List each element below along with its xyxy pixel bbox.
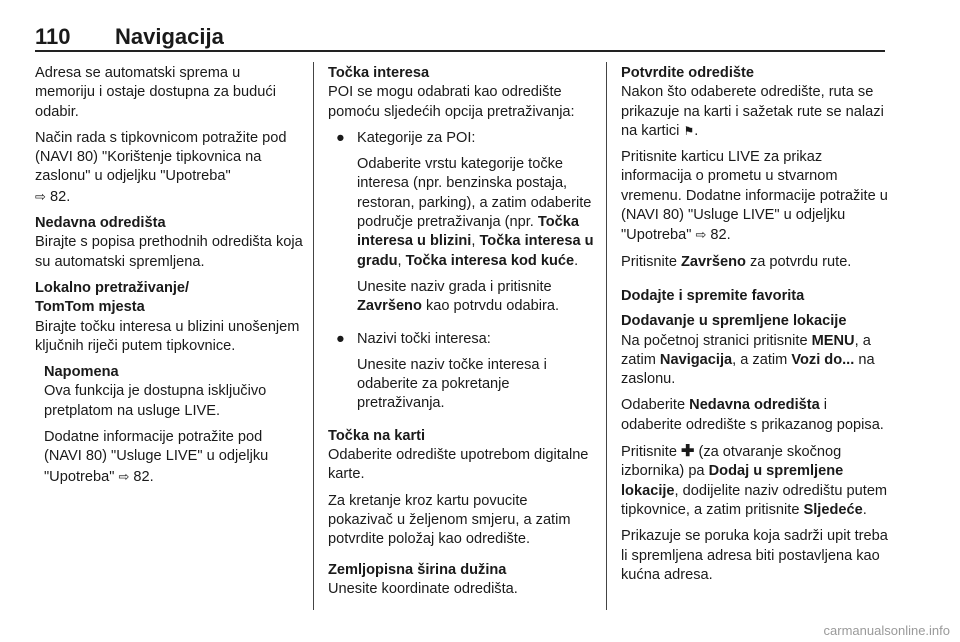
list-item xyxy=(328,129,594,324)
page-ref-arrow-icon: ⇨ xyxy=(695,227,707,243)
paragraph: Način rada s tipkovnicom potražite pod (NAVI 80) "Korištenje tipkovnica na zaslonu" u odjeljku "Upotreba" ⇨ 82. xyxy=(35,129,287,205)
paragraph: Nakon što odaberete odredište, ruta se prikazuje na karti i sažetak rute se nalazi na kartici ⚑. xyxy=(621,84,884,139)
paragraph: Pritisnite Završeno za potvrdu rute. xyxy=(621,253,852,270)
paragraph: Unesite naziv točke interesa i odaberite za pokretanje pretraživanja. xyxy=(357,356,547,412)
header-rule xyxy=(35,50,885,52)
paragraph: Adresa se automatski sprema u memoriju i ostaje dostupna za budući odabir. xyxy=(35,65,276,120)
section-heading: Zemljopisna širina dužina xyxy=(328,561,507,578)
page-number: 110 xyxy=(35,24,71,49)
paragraph: Birajte točku interesa u blizini unošenjem ključnih riječi putem tipkovnice. xyxy=(35,318,300,354)
paragraph: Pritisnite karticu LIVE za prikaz informacija o prometu u stvarnom vremenu. Dodatne informacije potražite u (NAVI 80) "Usluge LIVE" u odjeljku "Upotreba" ⇨ 82. xyxy=(621,149,888,244)
flag-icon: ⚑ xyxy=(683,123,695,138)
bullet-icon: ● xyxy=(336,330,345,347)
note-box xyxy=(35,363,303,487)
column-3 xyxy=(621,64,891,592)
column-divider xyxy=(606,62,607,610)
paragraph: Za kretanje kroz kartu povucite pokazivač u željenom smjeru, a zatim potvrdite položaj kao odredište. xyxy=(328,492,571,548)
section-heading: Točka interesa xyxy=(328,65,430,81)
paragraph: Na početnoj stranici pritisnite MENU, a zatim Navigacija, a zatim Vozi do... na zaslonu. xyxy=(621,332,875,388)
paragraph: Dodatne informacije potražite pod (NAVI 80) "Usluge LIVE" u odjeljku "Upotreba" ⇨ 82. xyxy=(44,429,269,485)
page-ref-arrow-icon: ⇨ xyxy=(118,468,130,484)
plus-icon: ✚ xyxy=(681,443,695,461)
section-heading: Lokalno pretraživanje/ TomTom mjesta xyxy=(35,279,190,316)
page-ref-arrow-icon: ⇨ xyxy=(35,188,46,204)
paragraph: Pritisnite ✚ (za otvaranje skočnog izbornika) pa Dodaj u spremljene lokacije, dodijelite naziv odredištu putem tipkovnice, a zatim pritisnite Sljedeće. xyxy=(621,443,888,518)
paragraph: Odaberite odredište upotrebom digitalne karte. xyxy=(328,447,589,483)
paragraph: Ova funkcija je dostupna isključivo pretplatom na usluge LIVE. xyxy=(44,383,267,419)
paragraph: Prikazuje se poruka koja sadrži upit treba li spremljena adresa biti postavljena kao kućna adresa. xyxy=(621,528,888,583)
page-title: Navigacija xyxy=(115,24,224,49)
paragraph: Unesite naziv grada i pritisnite Završeno kao potrvdu odabira. xyxy=(357,278,559,315)
column-divider xyxy=(313,62,314,610)
page-header xyxy=(35,20,885,50)
column-1 xyxy=(35,64,303,494)
paragraph: Odaberite vrstu kategorije točke interesa (npr. benzinska postaja, restoran, parking), a zatim odaberite područje pretraživanja (npr. Točka interesa u blizini, Točka interesa u gradu, Točka interesa kod kuće. xyxy=(357,156,594,269)
bullet-icon: ● xyxy=(336,129,345,146)
list-item xyxy=(328,330,594,421)
section-heading: Dodajte i spremite favorita xyxy=(621,287,805,304)
section-heading: Točka na karti xyxy=(328,427,426,444)
paragraph: Odaberite Nedavna odredišta i odaberite odredište s prikazanog popisa. xyxy=(621,397,884,433)
watermark: carmanualsonline.info xyxy=(823,623,950,638)
section-heading: Potvrdite odredište xyxy=(621,65,754,81)
list-item-title: Kategorije za POI: xyxy=(357,129,476,146)
section-heading: Dodavanje u spremljene lokacije xyxy=(621,313,847,330)
column-2 xyxy=(328,64,594,606)
paragraph: POI se mogu odabrati kao odredište pomoću sljedećih opcija pretraživanja: xyxy=(328,84,575,120)
section-heading: Nedavna odredišta xyxy=(35,215,166,232)
note-title: Napomena xyxy=(44,364,119,381)
paragraph: Unesite koordinate odredišta. xyxy=(328,580,518,597)
paragraph: Birajte s popisa prethodnih odredišta koja su automatski spremljena. xyxy=(35,234,303,270)
list-item-title: Nazivi točki interesa: xyxy=(357,330,491,347)
